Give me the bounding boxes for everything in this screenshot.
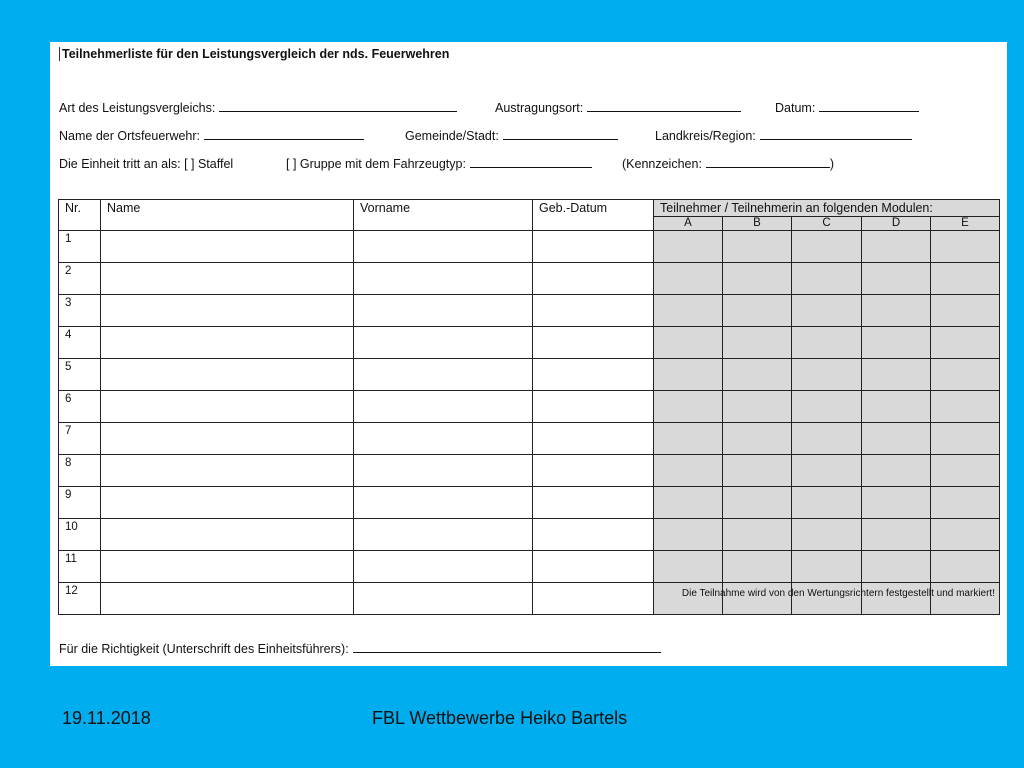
module-cell[interactable]: [792, 519, 862, 551]
art-input-line[interactable]: [219, 101, 457, 112]
module-cell[interactable]: [862, 519, 931, 551]
module-cell[interactable]: [654, 487, 723, 519]
module-cell[interactable]: [792, 455, 862, 487]
module-cell[interactable]: [931, 455, 1000, 487]
name-cell[interactable]: [101, 519, 354, 551]
table-header-row: [59, 200, 1000, 217]
row-number: 2: [59, 263, 101, 295]
row-number: 7: [59, 423, 101, 455]
module-cell[interactable]: [792, 295, 862, 327]
module-cell[interactable]: [862, 263, 931, 295]
module-cell[interactable]: [931, 231, 1000, 263]
table-row: [59, 391, 1000, 423]
kennzeichen-input-line[interactable]: [706, 157, 830, 168]
signature-field: [59, 642, 661, 656]
datum-input-line[interactable]: [819, 101, 919, 112]
table-row: [59, 519, 1000, 551]
kennzeichen-label: (Kennzeichen:: [622, 157, 702, 171]
module-cell[interactable]: [862, 455, 931, 487]
module-cell[interactable]: [654, 231, 723, 263]
name-cell[interactable]: [101, 423, 354, 455]
name-cell[interactable]: [101, 551, 354, 583]
module-header: E: [931, 217, 1000, 231]
module-cell[interactable]: [792, 263, 862, 295]
module-cell[interactable]: [862, 327, 931, 359]
art-label: Art des Leistungsvergleichs:: [59, 101, 216, 115]
vorname-cell[interactable]: [354, 455, 533, 487]
vorname-cell[interactable]: [354, 359, 533, 391]
footer-title: FBL Wettbewerbe Heiko Bartels: [372, 708, 628, 728]
staffel-option[interactable]: [ ] Staffel: [184, 157, 234, 171]
geb-datum-cell[interactable]: [533, 295, 654, 327]
geb-datum-cell[interactable]: [533, 455, 654, 487]
kennzeichen-field: [622, 157, 834, 171]
row-number: 1: [59, 231, 101, 263]
signature-label: Für die Richtigkeit (Unterschrift des Einheitsführers):: [59, 642, 349, 656]
landkreis-input-line[interactable]: [760, 129, 912, 140]
footer-date: 19.11.2018: [62, 708, 151, 728]
row-number: 10: [59, 519, 101, 551]
form-title: Teilnehmerliste für den Leistungsvergleich der nds. Feuerwehren: [59, 47, 449, 61]
geb-datum-cell[interactable]: [533, 423, 654, 455]
table-row: [59, 295, 1000, 327]
table-row: [59, 455, 1000, 487]
ortsfeuerwehr-input-line[interactable]: [204, 129, 364, 140]
header-name: Name: [101, 200, 354, 231]
form-sheet: [50, 42, 1007, 666]
signature-input-line[interactable]: [353, 642, 661, 653]
vorname-cell[interactable]: [354, 295, 533, 327]
table-row: [59, 327, 1000, 359]
module-cell[interactable]: [862, 295, 931, 327]
geb-datum-cell[interactable]: [533, 231, 654, 263]
module-header: A: [654, 217, 723, 231]
table-row: [59, 423, 1000, 455]
module-cell[interactable]: [931, 359, 1000, 391]
gemeinde-input-line[interactable]: [503, 129, 618, 140]
module-cell[interactable]: [931, 327, 1000, 359]
module-cell[interactable]: [862, 391, 931, 423]
geb-datum-cell[interactable]: [533, 327, 654, 359]
header-vorname: Vorname: [354, 200, 533, 231]
geb-datum-cell[interactable]: [533, 487, 654, 519]
participant-table: [58, 199, 1000, 615]
vorname-cell[interactable]: [354, 519, 533, 551]
name-cell[interactable]: [101, 327, 354, 359]
landkreis-field: [655, 129, 912, 143]
ort-field: [495, 101, 741, 115]
datum-label: Datum:: [775, 101, 816, 115]
geb-datum-cell[interactable]: [533, 583, 654, 615]
ortsfeuerwehr-label: Name der Ortsfeuerwehr:: [59, 129, 201, 143]
row-number: 9: [59, 487, 101, 519]
module-cell[interactable]: [723, 263, 792, 295]
module-cell[interactable]: [792, 551, 862, 583]
geb-datum-cell[interactable]: [533, 359, 654, 391]
module-cell[interactable]: [931, 551, 1000, 583]
name-cell[interactable]: [101, 359, 354, 391]
gruppe-option[interactable]: [ ] Gruppe mit dem Fahrzeugtyp:: [286, 157, 466, 171]
row-number: 4: [59, 327, 101, 359]
table-row: [59, 359, 1000, 391]
ortsfeuerwehr-field: [59, 129, 364, 143]
module-cell[interactable]: [654, 551, 723, 583]
module-cell[interactable]: [723, 551, 792, 583]
row-number: 8: [59, 455, 101, 487]
module-cell[interactable]: [723, 455, 792, 487]
module-cell[interactable]: [931, 295, 1000, 327]
landkreis-label: Landkreis/Region:: [655, 129, 756, 143]
geb-datum-cell[interactable]: [533, 551, 654, 583]
row-number: 12: [59, 583, 101, 615]
module-cell[interactable]: [931, 423, 1000, 455]
module-cell[interactable]: [931, 391, 1000, 423]
name-cell[interactable]: [101, 263, 354, 295]
module-cell[interactable]: [792, 487, 862, 519]
table-row: [59, 487, 1000, 519]
module-cell[interactable]: [654, 295, 723, 327]
vorname-cell[interactable]: [354, 487, 533, 519]
ort-input-line[interactable]: [587, 101, 741, 112]
name-cell[interactable]: [101, 583, 354, 615]
module-header: C: [792, 217, 862, 231]
vorname-cell[interactable]: [354, 423, 533, 455]
row-number: 11: [59, 551, 101, 583]
table-row: [59, 551, 1000, 583]
geb-datum-cell[interactable]: [533, 263, 654, 295]
module-cell[interactable]: [723, 519, 792, 551]
module-cell[interactable]: [654, 519, 723, 551]
module-cell[interactable]: [931, 519, 1000, 551]
art-field: [59, 101, 457, 115]
module-cell[interactable]: [931, 263, 1000, 295]
module-cell[interactable]: [862, 359, 931, 391]
gemeinde-field: [405, 129, 618, 143]
row-number: 5: [59, 359, 101, 391]
row-number: 3: [59, 295, 101, 327]
name-cell[interactable]: [101, 295, 354, 327]
name-cell[interactable]: [101, 231, 354, 263]
header-nr: Nr.: [59, 200, 101, 231]
gemeinde-label: Gemeinde/Stadt:: [405, 129, 499, 143]
module-cell[interactable]: [792, 231, 862, 263]
module-cell[interactable]: [792, 327, 862, 359]
module-cell[interactable]: [792, 391, 862, 423]
module-cell[interactable]: [723, 231, 792, 263]
header-geb-datum: Geb.-Datum: [533, 200, 654, 231]
module-cell[interactable]: [654, 423, 723, 455]
table-row: [59, 263, 1000, 295]
module-cell[interactable]: [723, 423, 792, 455]
module-cell[interactable]: [862, 423, 931, 455]
module-cell[interactable]: [862, 231, 931, 263]
vorname-cell[interactable]: [354, 231, 533, 263]
module-cell[interactable]: [723, 295, 792, 327]
module-cell[interactable]: [723, 487, 792, 519]
module-cell[interactable]: [862, 551, 931, 583]
module-cell[interactable]: [723, 359, 792, 391]
marking-note: Die Teilnahme wird von den Wertungsrichtern festgestellt und markiert!: [681, 588, 995, 599]
name-cell[interactable]: [101, 455, 354, 487]
module-header: B: [723, 217, 792, 231]
geb-datum-cell[interactable]: [533, 519, 654, 551]
header-modules: Teilnehmer / Teilnehmerin an folgenden Modulen:: [654, 200, 1000, 217]
module-cell[interactable]: [723, 327, 792, 359]
einheit-label: Die Einheit tritt an als:: [59, 157, 181, 171]
module-cell[interactable]: [654, 359, 723, 391]
name-cell[interactable]: [101, 391, 354, 423]
vorname-cell[interactable]: [354, 583, 533, 615]
module-cell[interactable]: [723, 391, 792, 423]
fahrzeugtyp-input-line[interactable]: [470, 157, 592, 168]
module-cell[interactable]: [792, 423, 862, 455]
vorname-cell[interactable]: [354, 551, 533, 583]
vorname-cell[interactable]: [354, 327, 533, 359]
module-cell[interactable]: [862, 487, 931, 519]
einheit-field: [59, 157, 233, 171]
module-cell[interactable]: [654, 327, 723, 359]
module-cell[interactable]: [654, 263, 723, 295]
module-cell[interactable]: [654, 391, 723, 423]
datum-field: [775, 101, 919, 115]
gruppe-field: [286, 157, 592, 171]
module-cell[interactable]: [654, 455, 723, 487]
geb-datum-cell[interactable]: [533, 391, 654, 423]
module-cell[interactable]: [931, 487, 1000, 519]
name-cell[interactable]: [101, 487, 354, 519]
row-number: 6: [59, 391, 101, 423]
table-row: [59, 231, 1000, 263]
module-cell[interactable]: [792, 359, 862, 391]
module-header: D: [862, 217, 931, 231]
ort-label: Austragungsort:: [495, 101, 584, 115]
vorname-cell[interactable]: [354, 263, 533, 295]
kennzeichen-close: ): [829, 157, 835, 171]
vorname-cell[interactable]: [354, 391, 533, 423]
